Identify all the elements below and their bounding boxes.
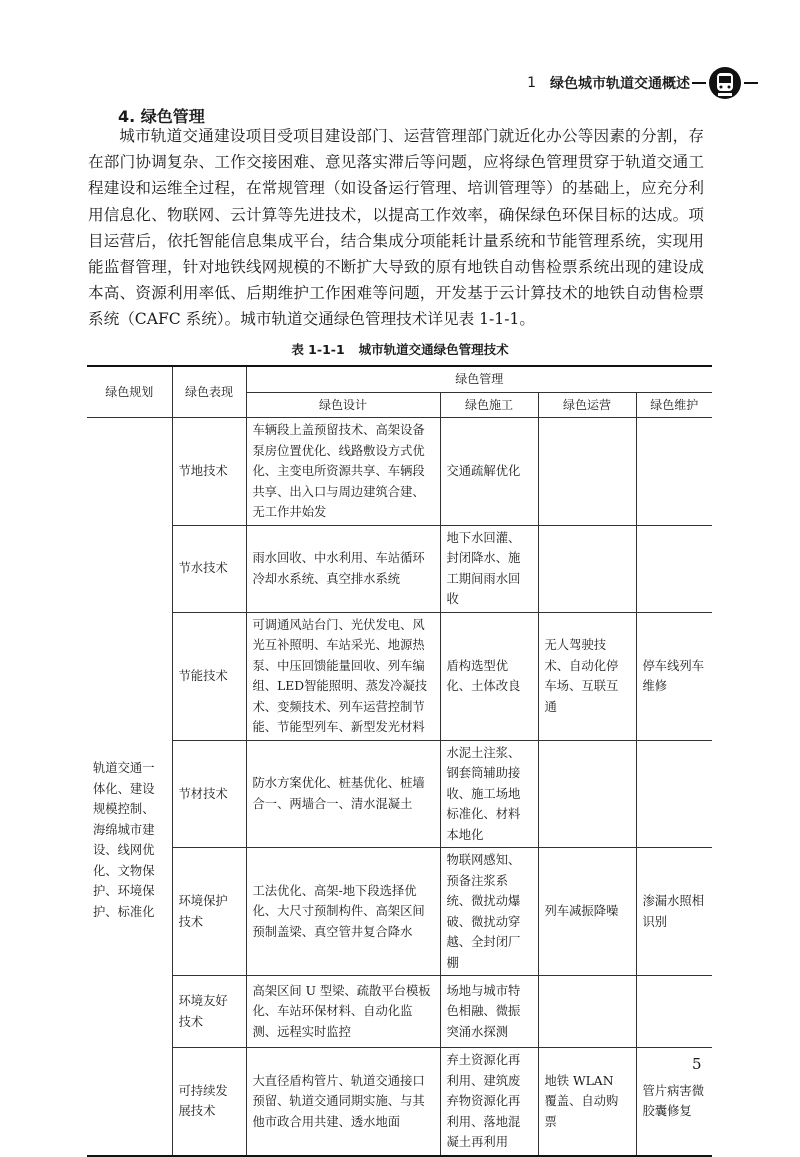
cell-performance: 节水技术 xyxy=(172,525,246,612)
cell-design: 高架区间 U 型梁、疏散平台模板化、车站环保材料、自动化监测、远程实时监控 xyxy=(246,976,440,1048)
table-row xyxy=(87,976,712,1048)
cell-maintenance xyxy=(636,740,712,848)
cell-construction: 弃土资源化再利用、建筑废弃物资源化再利用、落地混凝土再利用 xyxy=(440,1048,538,1156)
divider xyxy=(692,82,706,84)
table-caption xyxy=(0,340,800,358)
cell-operation: 地铁 WLAN 覆盖、自动购票 xyxy=(538,1048,636,1156)
table-row xyxy=(87,418,712,526)
chapter-number: 1 xyxy=(527,75,536,91)
cell-construction: 盾构选型优化、土体改良 xyxy=(440,612,538,740)
table-row xyxy=(87,1048,712,1156)
section-heading: 4. 绿色管理 xyxy=(118,107,205,126)
cell-design: 雨水回收、中水利用、车站循环冷却水系统、真空排水系统 xyxy=(246,525,440,612)
cell-performance: 环境友好技术 xyxy=(172,976,246,1048)
divider xyxy=(744,82,758,84)
header-construction: 绿色施工 xyxy=(440,392,538,418)
cell-design: 车辆段上盖预留技术、高架设备泵房位置优化、线路敷设方式优化、主变电所资源共享、车辆段共享、出入口与周边建筑合建、无工作井始发 xyxy=(246,418,440,526)
cell-operation: 列车减振降噪 xyxy=(538,848,636,976)
cell-plan: 轨道交通一体化、建设规模控制、海绵城市建设、线网优化、文物保护、环境保护、标准化 xyxy=(87,418,172,1156)
table-row xyxy=(87,740,712,848)
cell-maintenance xyxy=(636,525,712,612)
cell-maintenance: 停车线列车维修 xyxy=(636,612,712,740)
cell-operation: 无人驾驶技术、自动化停车场、互联互通 xyxy=(538,612,636,740)
cell-maintenance: 管片病害微胶囊修复 xyxy=(636,1048,712,1156)
cell-operation xyxy=(538,418,636,526)
cell-design: 大直径盾构管片、轨道交通接口预留、轨道交通同期实施、与其他市政合用共建、透水地面 xyxy=(246,1048,440,1156)
cell-performance: 节能技术 xyxy=(172,612,246,740)
cell-performance: 环境保护技术 xyxy=(172,848,246,976)
header-plan: 绿色规划 xyxy=(87,366,172,418)
cell-construction: 交通疏解优化 xyxy=(440,418,538,526)
table-row xyxy=(87,848,712,976)
cell-performance: 节材技术 xyxy=(172,740,246,848)
metro-train-icon xyxy=(708,66,742,100)
cell-maintenance: 渗漏水照相识别 xyxy=(636,848,712,976)
page-number: 5 xyxy=(692,1055,702,1073)
cell-construction: 场地与城市特色相融、微振突涌水探测 xyxy=(440,976,538,1048)
header-performance: 绿色表现 xyxy=(172,366,246,418)
cell-maintenance xyxy=(636,418,712,526)
cell-performance: 可持续发展技术 xyxy=(172,1048,246,1156)
table-title: 城市轨道交通绿色管理技术 xyxy=(358,342,509,357)
header-design: 绿色设计 xyxy=(246,392,440,418)
body-paragraph: 城市轨道交通建设项目受项目建设部门、运营管理部门就近化办公等因素的分割，存在部门协调复杂、工作交接困难、意见落实滞后等问题，应将绿色管理贯穿于轨道交通工程建设和运维全过程，在常规管理（如设备运行管理、培训管理等）的基础上，应充分利用信息化、物联网、云计算等先进技术，以提高工作效率，确保绿色环保目标的达成。项目运营后，依托智能信息集成平台，结合集成分项能耗计量系统和节能管理系统，实现用能监督管理，针对地铁线网规模的不断扩大导致的原有地铁自动售检票系统出现的建设成本高、资源利用率低、后期维护工作困难等问题，开发基于云计算技术的地铁自动售检票系统（CAFC 系统）。城市轨道交通绿色管理技术详见表 1-1-1。 xyxy=(88,127,704,329)
cell-operation xyxy=(538,740,636,848)
cell-maintenance xyxy=(636,976,712,1048)
header-management: 绿色管理 xyxy=(246,366,712,392)
cell-performance: 节地技术 xyxy=(172,418,246,526)
table-row xyxy=(87,525,712,612)
cell-construction: 地下水回灌、封闭降水、施工期间雨水回收 xyxy=(440,525,538,612)
table-row xyxy=(87,612,712,740)
cell-design: 可调通风站台门、光伏发电、风光互补照明、车站采光、地源热泵、中压回馈能量回收、列车编组、LED智能照明、蒸发冷凝技术、变频技术、列车运营控制节能、节能型列车、新型发光材料 xyxy=(246,612,440,740)
cell-operation xyxy=(538,525,636,612)
chapter-title: 绿色城市轨道交通概述 xyxy=(550,76,690,92)
header-maintenance: 绿色维护 xyxy=(636,392,712,418)
running-header xyxy=(527,66,760,100)
cell-design: 工法优化、高架-地下段选择优化、大尺寸预制构件、高架区间预制盖梁、真空管井复合降水 xyxy=(246,848,440,976)
cell-construction: 水泥土注浆、钢套筒辅助接收、施工场地标准化、材料本地化 xyxy=(440,740,538,848)
cell-construction: 物联网感知、预备注浆系统、微扰动爆破、微扰动穿越、全封闭厂棚 xyxy=(440,848,538,976)
table-number: 表 1-1-1 xyxy=(291,342,345,357)
header-operation: 绿色运营 xyxy=(538,392,636,418)
green-management-table xyxy=(87,365,712,1157)
cell-design: 防水方案优化、桩基优化、桩墙合一、两墙合一、清水混凝土 xyxy=(246,740,440,848)
cell-operation xyxy=(538,976,636,1048)
